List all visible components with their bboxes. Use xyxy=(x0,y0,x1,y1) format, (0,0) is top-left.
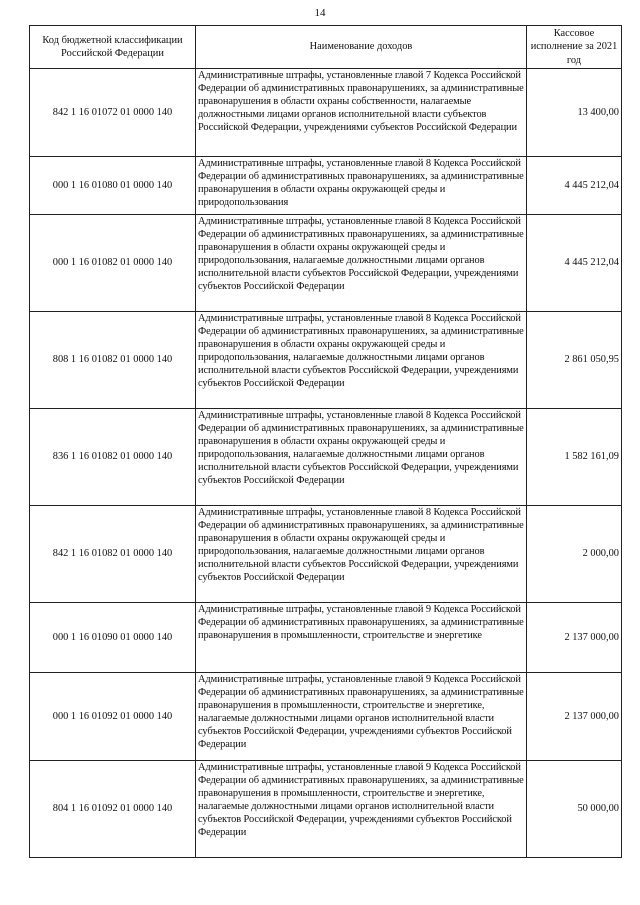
header-code: Код бюджетной классификации Российской Федерации xyxy=(30,26,196,69)
row-code: 000 1 16 01080 01 0000 140 xyxy=(30,157,196,215)
row-name: Административные штрафы, установленные главой 8 Кодекса Российской Федерации об административных правонарушениях, за административные правонарушения в области охраны окружающей среды и природопользования, налагаемые должностными лицами органов исполнительной власти субъектов Российской Федерации, учреждениями субъектов Российской Федерации xyxy=(196,506,527,603)
row-amount: 4 445 212,04 xyxy=(527,157,622,215)
row-amount: 50 000,00 xyxy=(527,761,622,858)
row-code: 842 1 16 01072 01 0000 140 xyxy=(30,69,196,157)
table-row xyxy=(30,673,622,761)
row-name: Административные штрафы, установленные главой 9 Кодекса Российской Федерации об административных правонарушениях, за административные правонарушения в промышленности, строительстве и энергетике, налагаемые должностными лицами органов исполнительной власти субъектов Российской Федерации, учреждениями субъектов Российской Федерации xyxy=(196,761,527,858)
row-name: Административные штрафы, установленные главой 8 Кодекса Российской Федерации об административных правонарушениях, за административные правонарушения в области охраны окружающей среды и природопользования, налагаемые должностными лицами органов исполнительной власти субъектов Российской Федерации, учреждениями субъектов Российской Федерации xyxy=(196,312,527,409)
table-header-row xyxy=(30,26,622,69)
row-amount: 2 000,00 xyxy=(527,506,622,603)
row-name: Административные штрафы, установленные главой 8 Кодекса Российской Федерации об административных правонарушениях, за административные правонарушения в области охраны окружающей среды и природопользования, налагаемые должностными лицами органов исполнительной власти субъектов Российской Федерации, учреждениями субъектов Российской Федерации xyxy=(196,409,527,506)
table-row xyxy=(30,157,622,215)
row-name: Административные штрафы, установленные главой 9 Кодекса Российской Федерации об административных правонарушениях, за административные правонарушения в промышленности, строительстве и энергетике xyxy=(196,603,527,673)
row-amount: 2 861 050,95 xyxy=(527,312,622,409)
row-name: Административные штрафы, установленные главой 9 Кодекса Российской Федерации об административных правонарушениях, за административные правонарушения в промышленности, строительстве и энергетике, налагаемые должностными лицами органов исполнительной власти субъектов Российской Федерации, учреждениями субъектов Российской Федерации xyxy=(196,673,527,761)
page-number: 14 xyxy=(314,7,326,19)
header-name: Наименование доходов xyxy=(196,26,527,69)
table-row xyxy=(30,69,622,157)
table-row xyxy=(30,312,622,409)
row-amount: 2 137 000,00 xyxy=(527,603,622,673)
row-amount: 1 582 161,09 xyxy=(527,409,622,506)
row-name: Административные штрафы, установленные главой 8 Кодекса Российской Федерации об административных правонарушениях, за административные правонарушения в области охраны окружающей среды и природопользования, налагаемые должностными лицами органов исполнительной власти субъектов Российской Федерации, учреждениями субъектов Российской Федерации xyxy=(196,215,527,312)
row-amount: 13 400,00 xyxy=(527,69,622,157)
row-name: Административные штрафы, установленные главой 8 Кодекса Российской Федерации об административных правонарушениях, за административные правонарушения в области охраны окружающей среды и природопользования xyxy=(196,157,527,215)
table-row xyxy=(30,409,622,506)
row-code: 842 1 16 01082 01 0000 140 xyxy=(30,506,196,603)
row-code: 000 1 16 01092 01 0000 140 xyxy=(30,673,196,761)
row-amount: 2 137 000,00 xyxy=(527,673,622,761)
revenue-table xyxy=(29,25,622,858)
row-code: 000 1 16 01082 01 0000 140 xyxy=(30,215,196,312)
table-row xyxy=(30,215,622,312)
table-row xyxy=(30,506,622,603)
row-code: 836 1 16 01082 01 0000 140 xyxy=(30,409,196,506)
row-amount: 4 445 212,04 xyxy=(527,215,622,312)
header-amount: Кассовое исполнение за 2021 год xyxy=(527,26,622,69)
row-code: 808 1 16 01082 01 0000 140 xyxy=(30,312,196,409)
row-code: 000 1 16 01090 01 0000 140 xyxy=(30,603,196,673)
table-row xyxy=(30,761,622,858)
row-code: 804 1 16 01092 01 0000 140 xyxy=(30,761,196,858)
row-name: Административные штрафы, установленные главой 7 Кодекса Российской Федерации об административных правонарушениях, за административные правонарушения в области охраны собственности, налагаемые должностными лицами органов исполнительной власти субъектов Российской Федерации, учреждениями субъектов Российской Федерации xyxy=(196,69,527,157)
table-row xyxy=(30,603,622,673)
